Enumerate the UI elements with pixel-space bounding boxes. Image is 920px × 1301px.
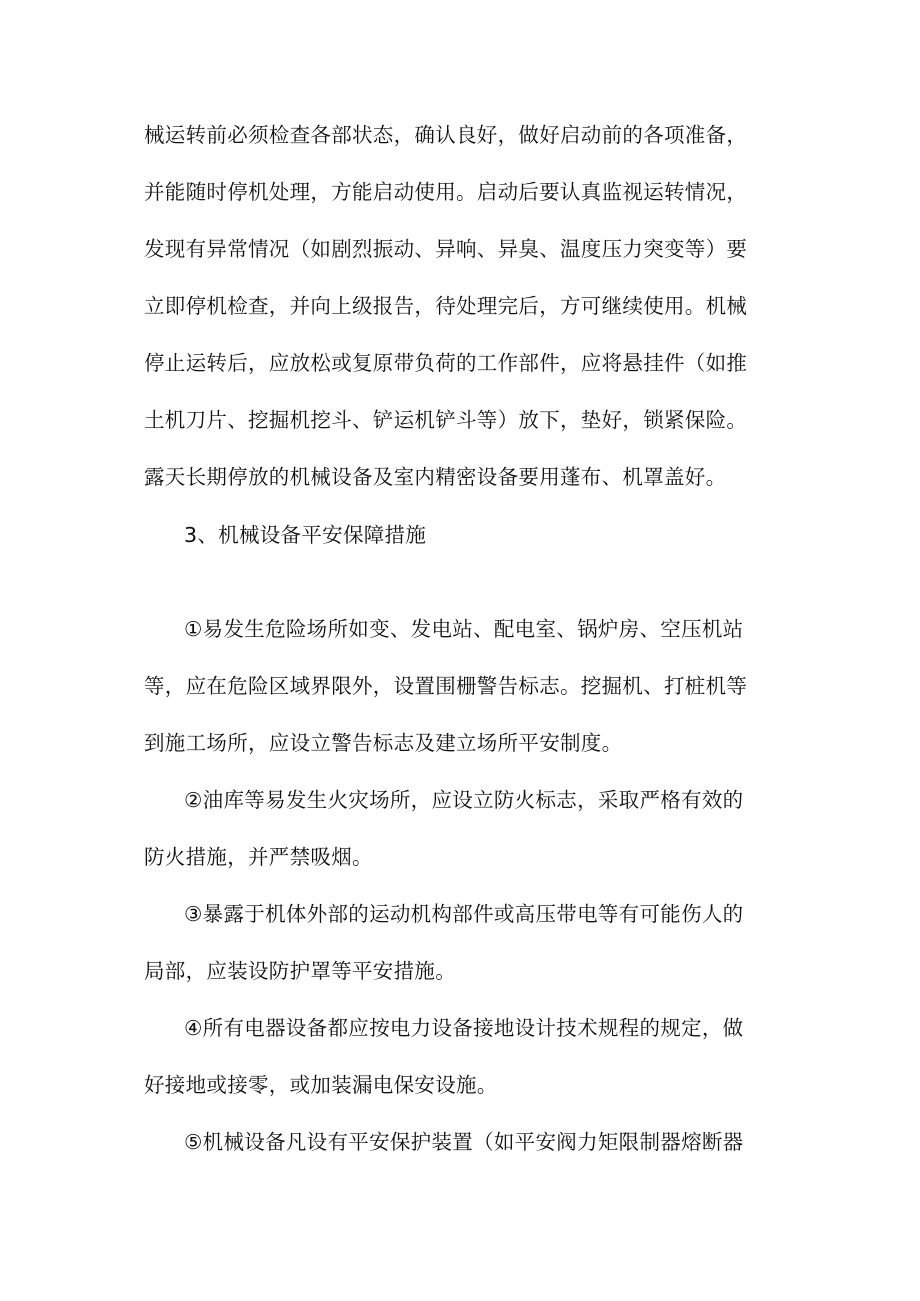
paragraph-line: 停止运转后，应放松或复原带负荷的工作部件，应将悬挂件（如推 — [144, 351, 748, 375]
list-item-line: ④所有电器设备都应按电力设备接地设计技术规程的规定，做 — [184, 1016, 744, 1040]
list-item-line: ①易发生危险场所如变、发电站、配电室、锅炉房、空压机站 — [184, 617, 744, 641]
list-item-line: ⑤机械设备凡设有平安保护装置（如平安阀力矩限制器熔断器 — [184, 1130, 744, 1154]
list-item-line: 防火措施，并严禁吸烟。 — [144, 845, 373, 869]
paragraph-line: 露天长期停放的机械设备及室内精密设备要用蓬布、机罩盖好。 — [144, 465, 727, 489]
list-item-line: 到施工场所，应设立警告标志及建立场所平安制度。 — [144, 731, 623, 755]
list-item-line: 局部，应装设防护罩等平安措施。 — [144, 959, 456, 983]
paragraph-line: 立即停机检查，并向上级报告，待处理完后，方可继续使用。机械 — [144, 294, 748, 318]
paragraph-line: 并能随时停机处理，方能启动使用。启动后要认真监视运转情况， — [144, 180, 748, 204]
paragraph-line: 土机刀片、挖掘机挖斗、铲运机铲斗等）放下，垫好，锁紧保险。 — [144, 408, 748, 432]
list-item-line: 等，应在危险区域界限外，设置围栅警告标志。挖掘机、打桩机等 — [144, 674, 748, 698]
list-item-line: 好接地或接零，或加装漏电保安设施。 — [144, 1073, 498, 1097]
paragraph-line: 发现有异常情况（如剧烈振动、异响、异臭、温度压力突变等）要 — [144, 237, 748, 261]
paragraph-line: 械运转前必须检查各部状态，确认良好，做好启动前的各项准备， — [144, 123, 748, 147]
list-item-line: ②油库等易发生火灾场所，应设立防火标志，采取严格有效的 — [184, 788, 744, 812]
list-item-line: ③暴露于机体外部的运动机构部件或高压带电等有可能伤人的 — [184, 902, 744, 926]
section-heading: 3、机械设备平安保障措施 — [184, 523, 427, 547]
